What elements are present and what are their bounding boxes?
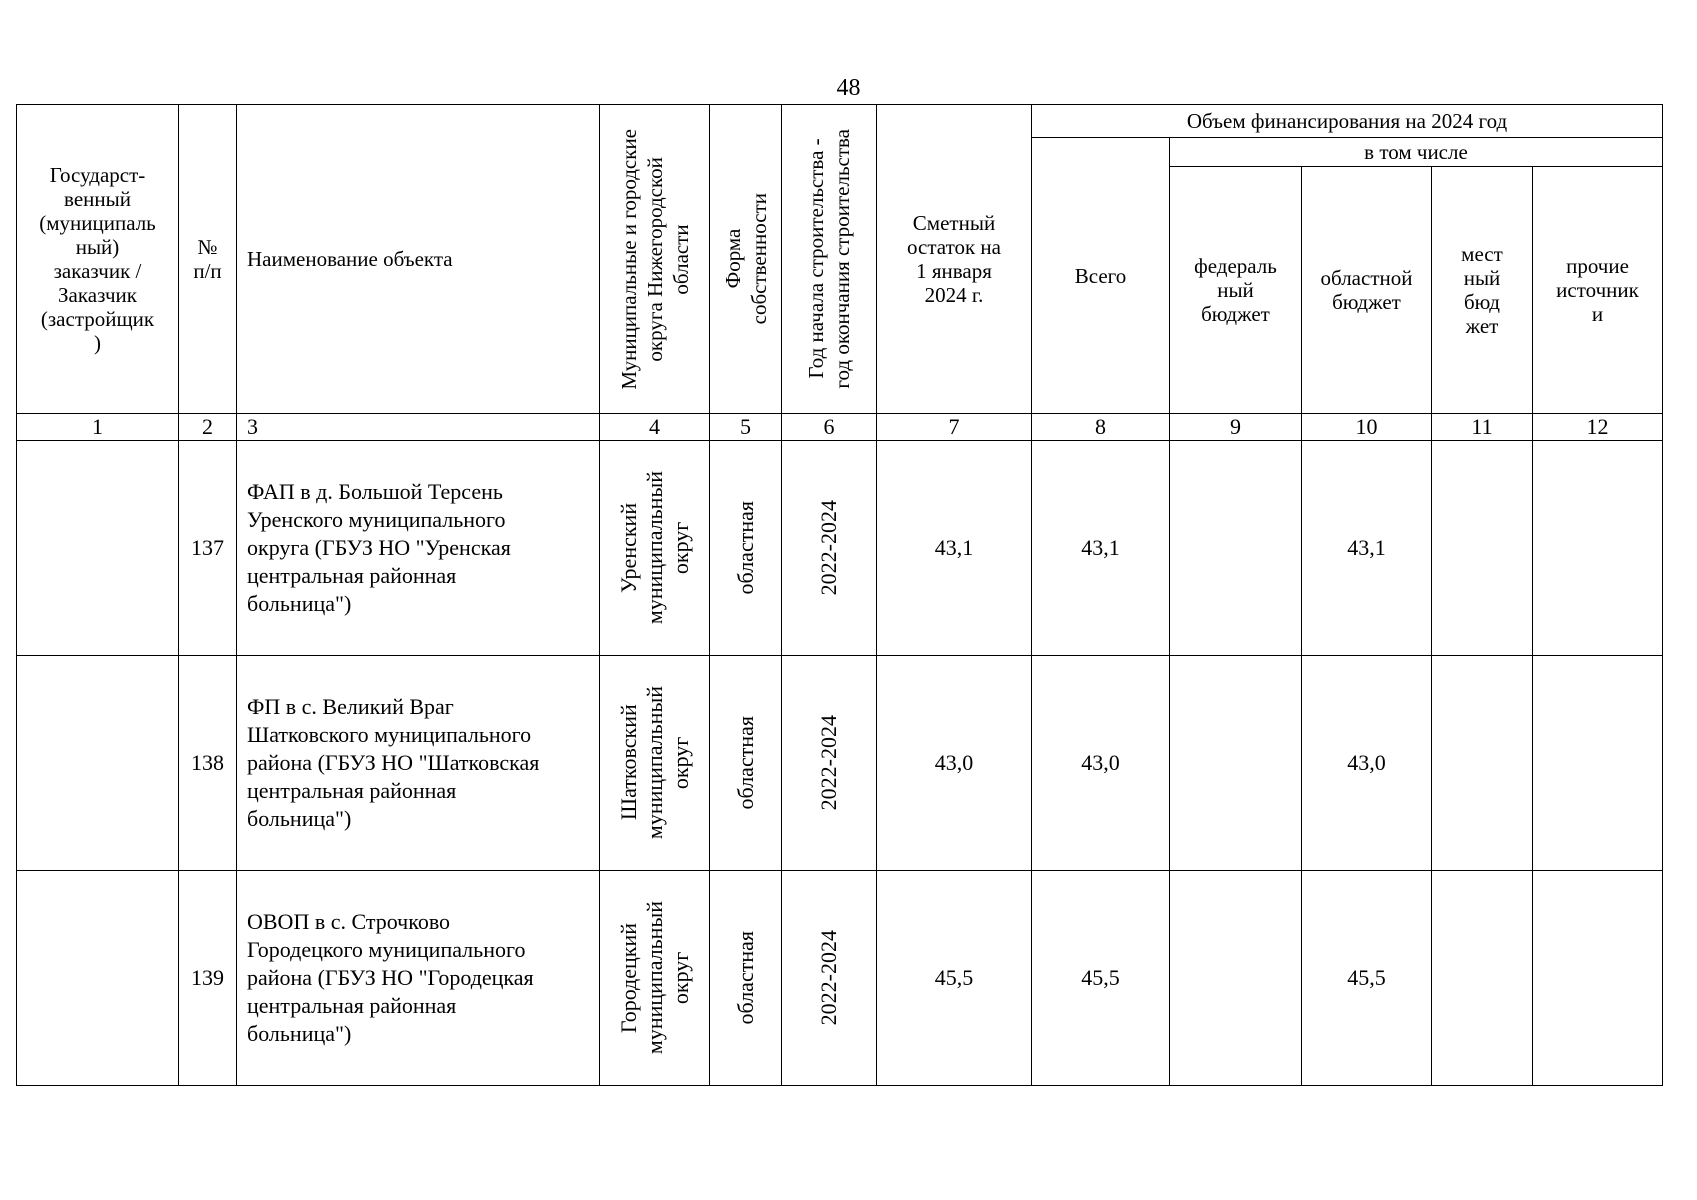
cell-object-name: ФП в с. Великий Враг Шатковского муниципального района (ГБУЗ НО "Шатковская центральная районная больница") — [237, 656, 600, 871]
header-local-budget: мест ный бюд жет — [1432, 167, 1533, 414]
cell-regional: 45,5 — [1302, 871, 1432, 1086]
cell-local — [1432, 871, 1533, 1086]
cell-object-name: ФАП в д. Большой Терсень Уренского муниципального округа (ГБУЗ НО "Уренская центральная районная больница") — [237, 441, 600, 656]
cell-years — [782, 441, 877, 656]
cell-years-text: 2022-2024 — [816, 500, 841, 596]
cell-customer — [17, 871, 179, 1086]
cell-municipality-text: Уренский муниципальный округ — [615, 471, 693, 625]
cell-local — [1432, 441, 1533, 656]
cell-num: 139 — [179, 871, 237, 1086]
page-number: 48 — [836, 75, 861, 101]
cell-municipality — [600, 656, 710, 871]
cell-customer — [17, 441, 179, 656]
cell-regional: 43,1 — [1302, 441, 1432, 656]
column-number: 4 — [600, 414, 710, 441]
cell-object-name: ОВОП в с. Строчково Городецкого муниципального района (ГБУЗ НО "Городецкая центральная районная больница") — [237, 871, 600, 1086]
cell-total: 45,5 — [1032, 871, 1170, 1086]
column-number: 5 — [710, 414, 782, 441]
header-regional-budget: областной бюджет — [1302, 167, 1432, 414]
column-number: 7 — [877, 414, 1032, 441]
cell-years-text: 2022-2024 — [816, 715, 841, 811]
cell-estimated-balance: 45,5 — [877, 871, 1032, 1086]
column-number: 12 — [1533, 414, 1663, 441]
header-other-sources: прочие источник и — [1533, 167, 1663, 414]
cell-other — [1533, 656, 1663, 871]
cell-federal — [1170, 656, 1302, 871]
column-number: 8 — [1032, 414, 1170, 441]
column-number: 3 — [237, 414, 600, 441]
column-number: 9 — [1170, 414, 1302, 441]
cell-customer — [17, 656, 179, 871]
header-funding-volume: Объем финансирования на 2024 год — [1032, 105, 1663, 138]
column-number: 2 — [179, 414, 237, 441]
header-federal-budget: федераль ный бюджет — [1170, 167, 1302, 414]
header-ownership — [710, 105, 782, 414]
cell-ownership — [710, 871, 782, 1086]
header-total: Всего — [1032, 138, 1170, 414]
cell-local — [1432, 656, 1533, 871]
cell-ownership — [710, 441, 782, 656]
table-row — [17, 656, 1663, 871]
cell-ownership-text: областная — [732, 716, 758, 810]
table-row — [17, 441, 1663, 656]
cell-years-text: 2022-2024 — [816, 930, 841, 1026]
cell-federal — [1170, 441, 1302, 656]
cell-regional: 43,0 — [1302, 656, 1432, 871]
table-row — [17, 871, 1663, 1086]
column-number: 11 — [1432, 414, 1533, 441]
column-number-row — [17, 414, 1663, 441]
cell-municipality-text: Шатковский муниципальный округ — [615, 686, 693, 840]
column-number: 10 — [1302, 414, 1432, 441]
cell-municipality-text: Городецкий муниципальный округ — [615, 901, 693, 1055]
header-estimated-balance: Сметный остаток на 1 января 2024 г. — [877, 105, 1032, 414]
header-object-name: Наименование объекта — [237, 105, 600, 414]
column-number: 6 — [782, 414, 877, 441]
header-years — [782, 105, 877, 414]
cell-total: 43,0 — [1032, 656, 1170, 871]
cell-years — [782, 871, 877, 1086]
header-num: № п/п — [179, 105, 237, 414]
header-municipality-text: Муниципальные и городские округа Нижегородской области — [616, 128, 693, 390]
cell-num: 137 — [179, 441, 237, 656]
header-years-text: Год начала строительства - год окончания строительства — [804, 129, 854, 389]
header-including: в том числе — [1170, 138, 1663, 167]
cell-num: 138 — [179, 656, 237, 871]
header-customer: Государст- венный (муниципаль ный) заказчик / Заказчик (застройщик ) — [17, 105, 179, 414]
cell-federal — [1170, 871, 1302, 1086]
column-number: 1 — [17, 414, 179, 441]
cell-municipality — [600, 871, 710, 1086]
cell-ownership-text: областная — [732, 501, 758, 595]
cell-years — [782, 656, 877, 871]
cell-other — [1533, 871, 1663, 1086]
cell-total: 43,1 — [1032, 441, 1170, 656]
cell-ownership — [710, 656, 782, 871]
cell-municipality — [600, 441, 710, 656]
cell-other — [1533, 441, 1663, 656]
header-ownership-text: Форма собственности — [720, 193, 771, 325]
cell-ownership-text: областная — [732, 931, 758, 1025]
financing-table — [16, 104, 1663, 1086]
cell-estimated-balance: 43,0 — [877, 656, 1032, 871]
cell-estimated-balance: 43,1 — [877, 441, 1032, 656]
header-municipality — [600, 105, 710, 414]
